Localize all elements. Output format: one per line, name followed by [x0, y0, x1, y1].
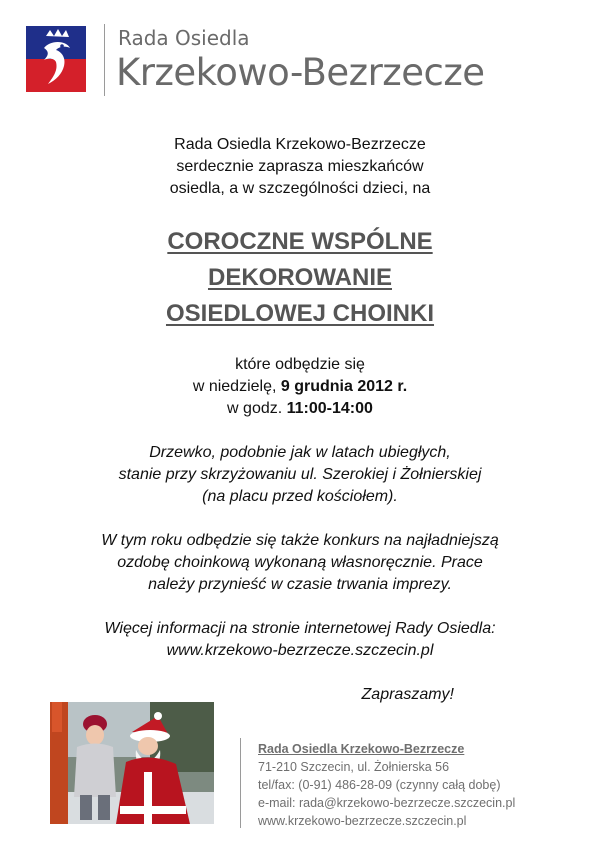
paragraph-line: Drzewko, podobnie jak w latach ubiegłych, — [149, 444, 451, 461]
invitation-closing: Zapraszamy! — [361, 686, 454, 703]
info-paragraph — [0, 618, 600, 662]
intro-line: serdecznie zaprasza mieszkańców — [176, 158, 424, 175]
contact-phone: tel/fax: (0-91) 486-28-09 (czynny całą dobę) — [258, 778, 501, 792]
contact-website[interactable]: www.krzekowo-bezrzecze.szczecin.pl — [258, 814, 467, 828]
title-line: DEKOROWANIE — [207, 264, 392, 291]
intro-line: osiedla, a w szczególności dzieci, na — [169, 180, 431, 197]
contact-name: Rada Osiedla Krzekowo-Bezrzecze — [258, 742, 465, 756]
paragraph-line: (na placu przed kościołem). — [202, 488, 398, 505]
title-line: OSIEDLOWEJ CHOINKI — [165, 300, 435, 327]
contact-email[interactable]: e-mail: rada@krzekowo-bezrzecze.szczecin.pl — [258, 796, 516, 810]
event-time: 11:00-14:00 — [286, 400, 373, 417]
when-prefix: w niedzielę, — [192, 378, 281, 395]
contact-address: 71-210 Szczecin, ul. Żołnierska 56 — [258, 760, 450, 774]
event-title — [0, 224, 600, 332]
header — [26, 24, 586, 96]
paragraph-line: ozdobę choinkową wykonaną własnoręcznie. Prace — [117, 554, 483, 571]
intro-text — [0, 134, 600, 200]
website-link[interactable]: www.krzekowo-bezrzecze.szczecin.pl — [166, 642, 434, 659]
when-date-line — [0, 376, 600, 398]
contest-paragraph — [0, 530, 600, 596]
footer-divider — [240, 738, 241, 828]
org-name-small: Rada Osiedla — [118, 26, 250, 50]
paragraph-line: stanie przy skrzyżowaniu ul. Szerokiej i Żołnierskiej — [118, 466, 482, 483]
intro-line: Rada Osiedla Krzekowo-Bezrzecze — [174, 136, 426, 153]
contact-block — [258, 740, 515, 830]
org-name-large: Krzekowo-Bezrzecze — [116, 51, 485, 94]
event-date: 9 grudnia 2012 r. — [280, 378, 408, 395]
location-paragraph — [0, 442, 600, 508]
paragraph-line: W tym roku odbędzie się także konkurs na najładniejszą — [101, 532, 499, 549]
paragraph-line: Więcej informacji na stronie internetowej Rady Osiedla: — [104, 620, 496, 637]
header-divider — [104, 24, 105, 96]
when-line: które odbędzie się — [235, 356, 365, 373]
event-when — [0, 354, 600, 420]
when-prefix: w godz. — [227, 400, 287, 417]
title-line: COROCZNE WSPÓLNE — [167, 228, 433, 255]
paragraph-line: należy przynieść w czasie trwania imprezy. — [148, 576, 452, 593]
santa-claus-with-child-photo — [50, 702, 214, 824]
szczecin-griffin-logo-icon — [26, 26, 86, 92]
when-time-line — [0, 398, 600, 420]
